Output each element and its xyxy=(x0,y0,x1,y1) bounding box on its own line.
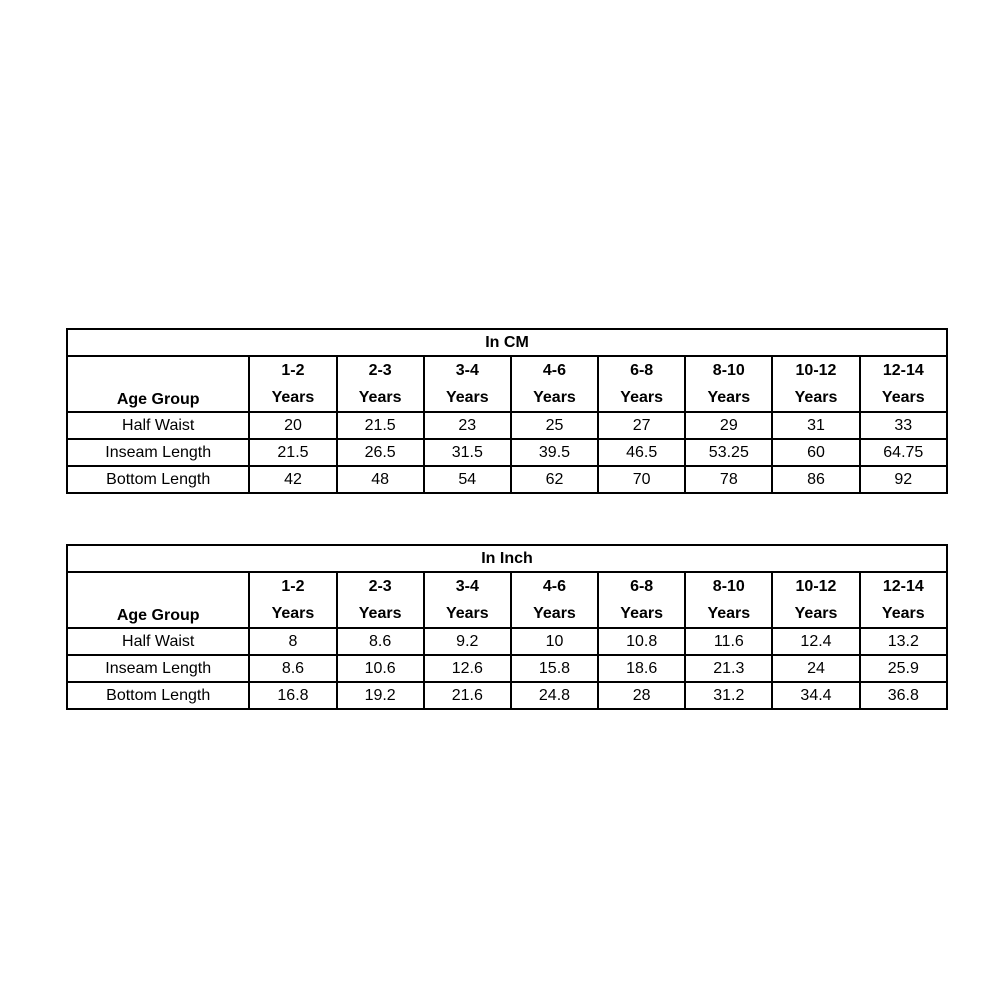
age-group-header: Age Group xyxy=(67,572,249,628)
size-column-header xyxy=(860,572,947,628)
size-column-header xyxy=(511,356,598,412)
table-title-row xyxy=(67,545,947,572)
measurement-cell: 31 xyxy=(772,412,859,439)
measurement-cell: 9.2 xyxy=(424,628,511,655)
size-column-header xyxy=(424,572,511,628)
size-unit-label: Years xyxy=(533,605,576,622)
size-range-label: 1-2 xyxy=(281,578,305,595)
size-column-header xyxy=(249,356,336,412)
measurement-cell: 12.4 xyxy=(772,628,859,655)
row-label: Half Waist xyxy=(67,628,249,655)
measurement-cell: 48 xyxy=(337,466,424,493)
table-title: In CM xyxy=(67,329,947,356)
size-range-label: 4-6 xyxy=(542,578,567,595)
measurement-cell: 25 xyxy=(511,412,598,439)
measurement-cell: 27 xyxy=(598,412,685,439)
size-range-label: 3-4 xyxy=(455,578,479,595)
row-label: Half Waist xyxy=(67,412,249,439)
measurement-cell: 10.6 xyxy=(337,655,424,682)
size-column-header xyxy=(511,572,598,628)
measurement-cell: 21.6 xyxy=(424,682,511,709)
size-range-label: 3-4 xyxy=(455,362,479,379)
size-unit-label: Years xyxy=(794,389,838,406)
table-row xyxy=(67,628,947,655)
measurement-cell: 23 xyxy=(424,412,511,439)
measurement-cell: 24 xyxy=(772,655,859,682)
measurement-cell: 31.2 xyxy=(685,682,772,709)
table-title: In Inch xyxy=(67,545,947,572)
measurement-cell: 34.4 xyxy=(772,682,859,709)
measurement-cell: 70 xyxy=(598,466,685,493)
size-column-header xyxy=(860,356,947,412)
measurement-cell: 10 xyxy=(511,628,598,655)
measurement-cell: 28 xyxy=(598,682,685,709)
size-column-header xyxy=(772,356,859,412)
measurement-cell: 54 xyxy=(424,466,511,493)
measurement-cell: 16.8 xyxy=(249,682,336,709)
table-row xyxy=(67,655,947,682)
measurement-cell: 26.5 xyxy=(337,439,424,466)
measurement-cell: 24.8 xyxy=(511,682,598,709)
measurement-cell: 36.8 xyxy=(860,682,947,709)
measurement-cell: 13.2 xyxy=(860,628,947,655)
size-unit-label: Years xyxy=(533,389,576,406)
size-unit-label: Years xyxy=(620,605,663,622)
table-title-row xyxy=(67,329,947,356)
size-column-header xyxy=(337,572,424,628)
size-unit-label: Years xyxy=(707,605,751,622)
measurement-cell: 19.2 xyxy=(337,682,424,709)
measurement-cell: 64.75 xyxy=(860,439,947,466)
measurement-cell: 21.5 xyxy=(337,412,424,439)
measurement-cell: 21.3 xyxy=(685,655,772,682)
size-range-label: 2-3 xyxy=(368,362,392,379)
age-group-header: Age Group xyxy=(67,356,249,412)
size-unit-label: Years xyxy=(881,389,925,406)
size-range-label: 10-12 xyxy=(795,578,837,595)
size-unit-label: Years xyxy=(445,389,489,406)
size-range-label: 6-8 xyxy=(630,578,654,595)
measurement-cell: 39.5 xyxy=(511,439,598,466)
size-unit-label: Years xyxy=(620,389,663,406)
size-column-header xyxy=(685,572,772,628)
size-range-label: 12-14 xyxy=(882,578,924,595)
measurement-cell: 20 xyxy=(249,412,336,439)
measurement-cell: 60 xyxy=(772,439,859,466)
table-header-row xyxy=(67,572,947,628)
measurement-cell: 8.6 xyxy=(249,655,336,682)
size-unit-label: Years xyxy=(271,605,315,622)
measurement-cell: 18.6 xyxy=(598,655,685,682)
size-column-header xyxy=(772,572,859,628)
size-chart-inch-table xyxy=(66,544,948,710)
measurement-cell: 29 xyxy=(685,412,772,439)
size-unit-label: Years xyxy=(881,605,925,622)
measurement-cell: 78 xyxy=(685,466,772,493)
size-unit-label: Years xyxy=(445,605,489,622)
row-label: Bottom Length xyxy=(67,682,249,709)
measurement-cell: 46.5 xyxy=(598,439,685,466)
measurement-cell: 21.5 xyxy=(249,439,336,466)
measurement-cell: 33 xyxy=(860,412,947,439)
measurement-cell: 53.25 xyxy=(685,439,772,466)
size-column-header xyxy=(598,572,685,628)
size-range-label: 10-12 xyxy=(795,362,837,379)
measurement-cell: 10.8 xyxy=(598,628,685,655)
size-unit-label: Years xyxy=(707,389,751,406)
size-range-label: 6-8 xyxy=(630,362,654,379)
measurement-cell: 42 xyxy=(249,466,336,493)
size-range-label: 12-14 xyxy=(882,362,924,379)
measurement-cell: 8 xyxy=(249,628,336,655)
row-label: Inseam Length xyxy=(67,655,249,682)
table-row xyxy=(67,682,947,709)
table-header-row xyxy=(67,356,947,412)
size-range-label: 1-2 xyxy=(281,362,305,379)
measurement-cell: 12.6 xyxy=(424,655,511,682)
measurement-cell: 92 xyxy=(860,466,947,493)
size-range-label: 8-10 xyxy=(712,362,745,379)
size-column-header xyxy=(598,356,685,412)
measurement-cell: 62 xyxy=(511,466,598,493)
size-column-header xyxy=(249,572,336,628)
row-label: Bottom Length xyxy=(67,466,249,493)
measurement-cell: 15.8 xyxy=(511,655,598,682)
table-row xyxy=(67,439,947,466)
measurement-cell: 11.6 xyxy=(685,628,772,655)
size-column-header xyxy=(424,356,511,412)
size-column-header xyxy=(337,356,424,412)
measurement-cell: 8.6 xyxy=(337,628,424,655)
size-unit-label: Years xyxy=(358,605,402,622)
size-unit-label: Years xyxy=(271,389,315,406)
measurement-cell: 86 xyxy=(772,466,859,493)
row-label: Inseam Length xyxy=(67,439,249,466)
measurement-cell: 31.5 xyxy=(424,439,511,466)
size-column-header xyxy=(685,356,772,412)
table-row xyxy=(67,412,947,439)
table-row xyxy=(67,466,947,493)
measurement-cell: 25.9 xyxy=(860,655,947,682)
size-chart-cm-table xyxy=(66,328,948,494)
size-unit-label: Years xyxy=(794,605,838,622)
size-range-label: 2-3 xyxy=(368,578,392,595)
size-range-label: 8-10 xyxy=(712,578,745,595)
size-range-label: 4-6 xyxy=(542,362,567,379)
size-unit-label: Years xyxy=(358,389,402,406)
